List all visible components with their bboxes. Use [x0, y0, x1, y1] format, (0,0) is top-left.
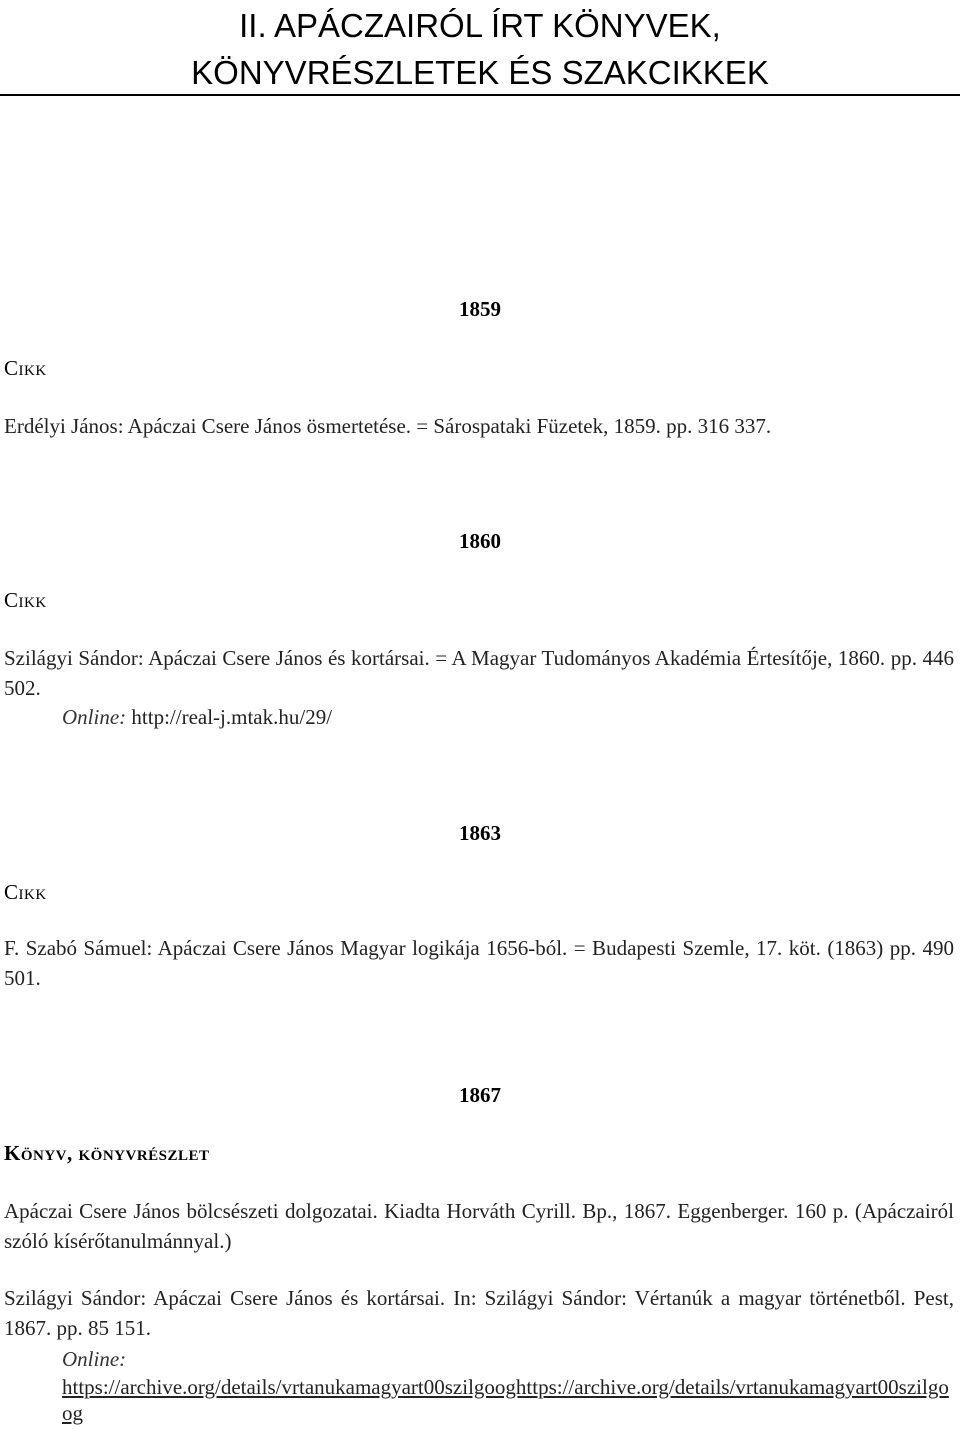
page-heading-line1: II. APÁCZAIRÓL ÍRT KÖNYVEK, [239, 7, 721, 44]
section-label-article: Cikk [4, 880, 47, 904]
online-line [62, 1346, 954, 1426]
heading-divider [0, 94, 960, 96]
online-link[interactable]: https://archive.org/details/vrtanukamagyart00szilgooghttps://archive.org/details/vrtanukamagyart00szilgoog [62, 1375, 949, 1425]
online-label: Online: [62, 1347, 127, 1371]
year-heading-1863: 1863 [459, 821, 501, 845]
bibliography-entry: Erdélyi János: Apáczai Csere János ösmertetése. = Sárospataki Füzetek, 1859. pp. 316 337. [4, 414, 772, 438]
page-heading [0, 2, 960, 96]
bibliography-entry: Szilágyi Sándor: Apáczai Csere János és kortársai. In: Szilágyi Sándor: Vértanúk a magyar történetből. Pest, 1867. pp. 85 151. [4, 1286, 954, 1340]
bibliography-entry: Szilágyi Sándor: Apáczai Csere János és kortársai. = A Magyar Tudományos Akadémia Értesítője, 1860. pp. 446 502. [4, 646, 954, 700]
section-label-article: Cikk [4, 588, 47, 612]
year-heading-1859: 1859 [459, 297, 501, 321]
section-label-article: Cikk [4, 356, 47, 380]
online-line [62, 704, 954, 730]
year-heading-1867: 1867 [459, 1083, 501, 1107]
year-heading-1860: 1860 [459, 529, 501, 553]
bibliography-entry: F. Szabó Sámuel: Apáczai Csere János Magyar logikája 1656-ból. = Budapesti Szemle, 17. köt. (1863) pp. 490 501. [4, 936, 954, 990]
page-heading-line2: KÖNYVRÉSZLETEK ÉS SZAKCIKKEK [191, 54, 769, 91]
section-label-book: Könyv, könyvrészlet [4, 1141, 210, 1165]
bibliography-entry: Apáczai Csere János bölcsészeti dolgozatai. Kiadta Horváth Cyrill. Bp., 1867. Eggenberger. 160 p. (Apáczairól szóló kísérőtanulmánnyal.) [4, 1199, 954, 1253]
online-label: Online: [62, 705, 127, 729]
online-link[interactable]: http://real-j.mtak.hu/29/ [131, 705, 333, 729]
